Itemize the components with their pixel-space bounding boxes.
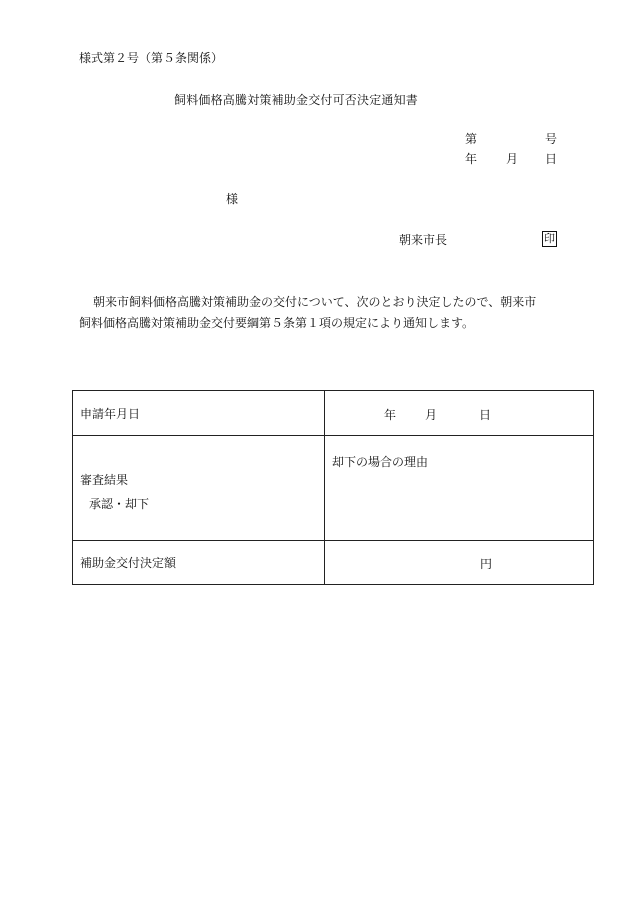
application-date-label: 申請年月日: [73, 391, 325, 436]
application-date-month: 月: [425, 408, 438, 422]
issuer-name: 朝来市長: [399, 233, 448, 247]
reference-number-suffix: 号: [545, 132, 558, 146]
table-row: [73, 436, 594, 541]
notice-body: [79, 292, 595, 334]
application-date-day: 日: [479, 408, 492, 422]
application-date-value: [325, 391, 594, 436]
rejection-reason-label: 却下の場合の理由: [332, 455, 429, 469]
issue-date-day: 日: [545, 152, 558, 166]
notice-body-line-1: 朝来市飼料価格高騰対策補助金の交付について、次のとおり決定したので、朝来市: [93, 295, 537, 309]
form-number-label: 様式第２号（第５条関係）: [79, 51, 224, 65]
notice-body-line-2: 飼料価格高騰対策補助金交付要綱第５条第１項の規定により通知します。: [79, 316, 475, 330]
application-date-year: 年: [384, 408, 397, 422]
review-result-cell: [73, 436, 325, 541]
issue-date-month: 月: [506, 152, 519, 166]
decision-amount-label: 補助金交付決定額: [73, 541, 325, 585]
rejection-reason-cell: [325, 436, 594, 541]
reference-number-prefix: 第: [465, 132, 478, 146]
addressee-honorific: 様: [226, 192, 239, 206]
issue-date-year: 年: [465, 152, 478, 166]
document-title: 飼料価格高騰対策補助金交付可否決定通知書: [174, 93, 419, 107]
review-result-label: 審査結果: [80, 472, 129, 487]
table-row: [73, 391, 594, 436]
decision-amount-unit: 円: [480, 557, 493, 571]
decision-amount-value: [325, 541, 594, 585]
decision-table: [72, 390, 594, 585]
review-result-options: 承認・却下: [89, 496, 150, 511]
table-row: [73, 541, 594, 585]
seal-mark: 印: [544, 232, 555, 245]
